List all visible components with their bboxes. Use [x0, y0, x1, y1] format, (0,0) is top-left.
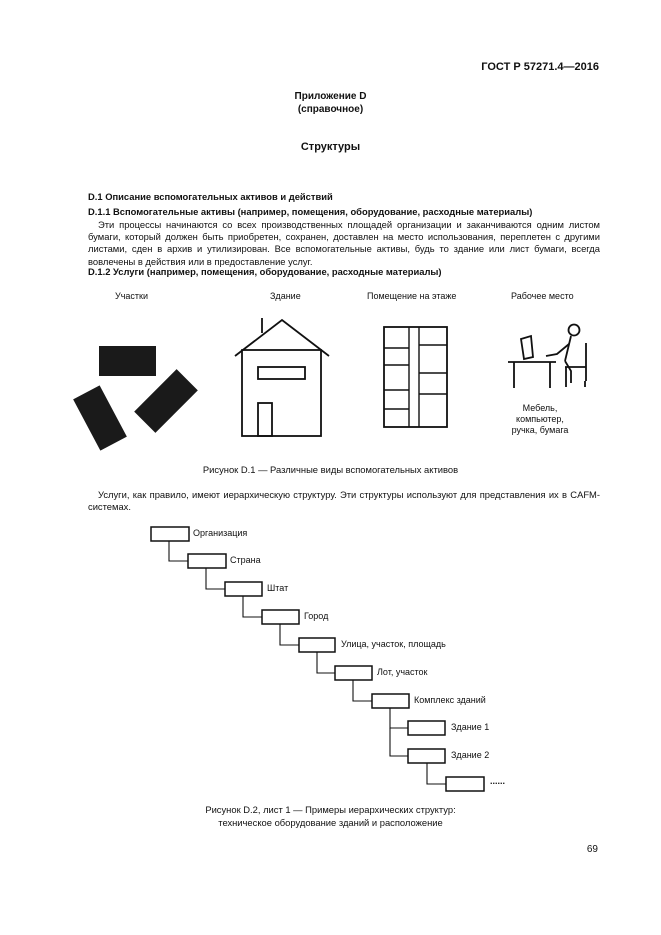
figure-2-caption-line-2: техническое оборудование зданий и расположение: [218, 817, 443, 828]
node-label-8: Здание 2: [451, 750, 490, 760]
appendix-heading: Структуры: [300, 141, 361, 153]
appendix-title: Приложение D: [294, 91, 367, 102]
figure-2-caption-line-1: Рисунок D.2, лист 1 — Примеры иерархических структур:: [205, 804, 456, 815]
node-box-1: [188, 554, 226, 568]
standard-number: ГОСТ Р 57271.4—2016: [481, 61, 599, 73]
node-box-6: [372, 694, 409, 708]
appendix-subtitle: (справочное): [297, 104, 364, 115]
node-box-0: [151, 527, 189, 541]
node-box-3: [262, 610, 299, 624]
node-box-4: [299, 638, 335, 652]
section-d11-title: D.1.1 Вспомогательные активы (например, помещения, оборудование, расходные материалы): [88, 206, 533, 217]
label-plots: Участки: [115, 291, 148, 301]
node-label-1: Страна: [230, 555, 261, 565]
node-box-2: [225, 582, 262, 596]
section-d1-title: D.1 Описание вспомогательных активов и действий: [88, 191, 333, 202]
node-label-0: Организация: [193, 528, 248, 538]
node-label-2: Штат: [267, 583, 289, 593]
node-box-7: [408, 721, 445, 735]
page-number: 69: [586, 844, 598, 855]
label-furniture-3: ручка, бумага: [511, 425, 569, 435]
node-label-5: Лот, участок: [377, 667, 428, 677]
node-box-5: [335, 666, 372, 680]
node-label-6: Комплекс зданий: [414, 695, 486, 705]
node-label-9: ......: [490, 776, 506, 786]
node-label-3: Город: [304, 611, 329, 621]
label-workplace: Рабочее место: [511, 291, 574, 301]
node-label-4: Улица, участок, площадь: [341, 639, 446, 649]
section-d12-title: D.1.2 Услуги (например, помещения, оборудование, расходные материалы): [88, 266, 442, 277]
paragraph-2-text: Услуги, как правило, имеют иерархическую структуру. Эти структуры используют для представления их в CAFM-системах.: [88, 489, 600, 513]
label-floor-room: Помещение на этаже: [367, 291, 457, 301]
label-building: Здание: [270, 291, 301, 301]
node-label-7: Здание 1: [451, 722, 490, 732]
node-box-8: [408, 749, 445, 763]
node-box-9: [446, 777, 484, 791]
label-furniture-1: Мебель,: [522, 403, 558, 413]
figure-1-caption: Рисунок D.1 — Различные виды вспомогательных активов: [202, 464, 459, 475]
section-d11-text: Эти процессы начинаются со всех производственных площадей организации и заканчиваются одним листом бумаги, который должен быть приобретен, сохранен, доставлен на место использования, переплетен с другими листами, сден в архив и утилизирован. Все вспомогательные активы, будь то здание или лист бумаги, всегда вовлечены в действия или в предоставление услуг.: [88, 219, 600, 267]
label-furniture-2: компьютер,: [516, 414, 564, 424]
